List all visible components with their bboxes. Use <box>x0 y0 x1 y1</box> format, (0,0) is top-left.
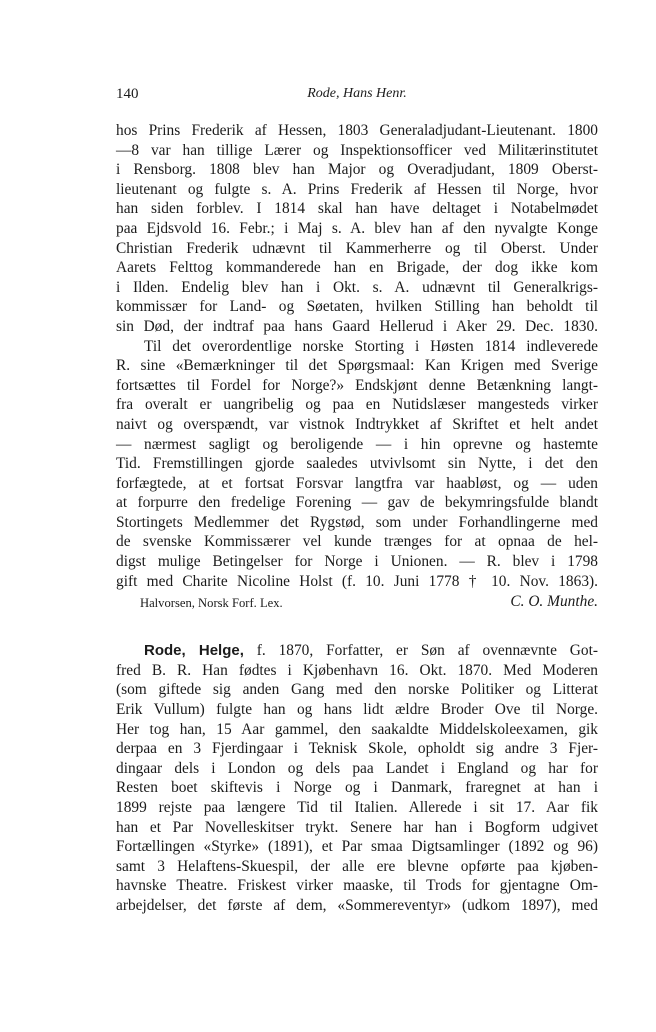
text-line: i Ilden. Endelig blev han i Okt. s. A. udnævnt til Generalkrigs- <box>116 278 598 296</box>
text-line: arbejdelser, det første af dem, «Sommereventyr» (udkom 1897), med <box>116 896 598 914</box>
text-line: Christian Frederik udnævnt til Kammerherre og til Oberst. Under <box>116 239 598 257</box>
entry-citation <box>116 592 598 612</box>
text-fragment: f. 1870, Forfatter, er Søn af ovennævnte Got- <box>256 642 598 660</box>
citation-author: C. O. Munthe. <box>510 593 598 611</box>
entry-separator <box>116 612 598 641</box>
text-line: fortsættes til Fordel for Norge?» Endskjønt denne Betænkning langt- <box>116 376 598 394</box>
text-line: havnske Theatre. Friskest virker maaske, til Trods for gjentagne Om- <box>116 877 598 895</box>
text-line: Resten boet skiftevis i Norge og i Danmark, fraregnet at han i <box>116 779 598 797</box>
text-line: at forpurre den fredelige Forening — gav de bekymringsfulde blandt <box>116 494 598 512</box>
page-header <box>116 86 598 108</box>
text-line: de svenske Kommissærer vel kunde trænges for at opnaa de hel- <box>116 533 598 551</box>
running-head: Rode, Hans Henr. <box>307 86 407 101</box>
text-line: i Rensborg. 1808 blev han Major og Overadjudant, 1809 Oberst- <box>116 161 598 179</box>
text-line: han et Par Novelleskitser trykt. Senere har han i Bogform udgivet <box>116 818 598 836</box>
text-line: dingaar dels i London og dels paa Landet i England og har for <box>116 759 598 777</box>
text-line: digst mulige Betingelser for Norge i Unionen. — R. blev i 1798 <box>116 553 598 571</box>
text-line: R. sine «Bemærkninger til det Spørgsmaal: Kan Krigen med Sverige <box>116 357 598 375</box>
text-line: (som giftede sig anden Gang med den norske Politiker og Litterat <box>116 681 598 699</box>
entry-rode-helge <box>116 641 598 915</box>
text-line: naivt og overspændt, var vistnok Indtrykket af Skriftet et helt andet <box>116 415 598 433</box>
text-line: fred B. R. Han fødtes i Kjøbenhavn 16. Okt. 1870. Med Moderen <box>116 661 598 679</box>
text-line: Til det overordentlige norske Storting i Høsten 1814 indleverede <box>144 337 598 355</box>
text-line: lieutenant og fulgte s. A. Prins Frederik af Hessen til Norge, hvor <box>116 180 598 198</box>
text-line: Stortingets Medlemmer det Rygstød, som under Forhandlingerne med <box>116 513 598 531</box>
text-line: Fortællingen «Styrke» (1891), et Par smaa Digtsamlinger (1892 og 96) <box>116 838 598 856</box>
text-line: samt 3 Helaftens-Skuespil, der alle ere blevne opførte paa kjøben- <box>116 857 598 875</box>
page-number: 140 <box>116 86 139 102</box>
text-line: fra overalt er uangribelig og paa en Nutidslæser mangesteds virker <box>116 396 598 414</box>
text-line: forfægtede, at et fortsat Forsvar langtfra var haabløst, og — uden <box>116 474 598 492</box>
text-line: Tid. Fremstillingen gjorde saaledes utvivlsomt sin Nytte, i det den <box>116 455 598 473</box>
text-line: hos Prins Frederik af Hessen, 1803 Generaladjudant-Lieutenant. 1800 <box>116 122 598 139</box>
text-line: 1899 rejste paa længere Tid til Italien. Allerede i sit 17. Aar fik <box>116 799 598 816</box>
text-line: Erik Vullum) fulgte han og hans lidt ældre Broder Ove til Norge. <box>116 701 598 719</box>
text-line: gift med Charite Nicoline Holst (f. 10. Juni 1778 † 10. Nov. 1863). <box>116 572 598 590</box>
text-line: Aarets Felttog kommanderede han en Brigade, der dog ikke kom <box>116 259 598 277</box>
text-line: sin Død, der indtraf paa hans Gaard Hellerud i Aker 29. Dec. 1830. <box>116 317 598 335</box>
entry-first-line <box>116 641 598 661</box>
text-line: paa Ejdsvold 16. Febr.; i Maj s. A. blev han af den nyvalgte Konge <box>116 219 598 237</box>
entry-headword: Rode, Helge, <box>144 642 244 660</box>
text-line: — nærmest sagligt og beroligende — i hin oprevne og hastemte <box>116 435 598 453</box>
body-text <box>116 121 598 916</box>
text-line: kommissær for Land- og Søetaten, hvilken Stilling han beholdt til <box>116 298 598 316</box>
text-line: derpaa en 3 Fjerdingaar i Teknisk Skole, opholdt sig andre 3 Fjer- <box>116 740 598 758</box>
text-line: —8 var han tillige Lærer og Inspektionsofficer ved Militærinstitutet <box>116 141 598 159</box>
text-line: Her tog han, 15 Aar gammel, den saakaldte Middelskoleexamen, gik <box>116 720 598 738</box>
entry-rode-hans-henr <box>116 121 598 612</box>
citation-source: Halvorsen, Norsk Forf. Lex. <box>140 596 283 611</box>
text-line: han siden forblev. I 1814 skal han have deltaget i Notabelmødet <box>116 200 598 218</box>
